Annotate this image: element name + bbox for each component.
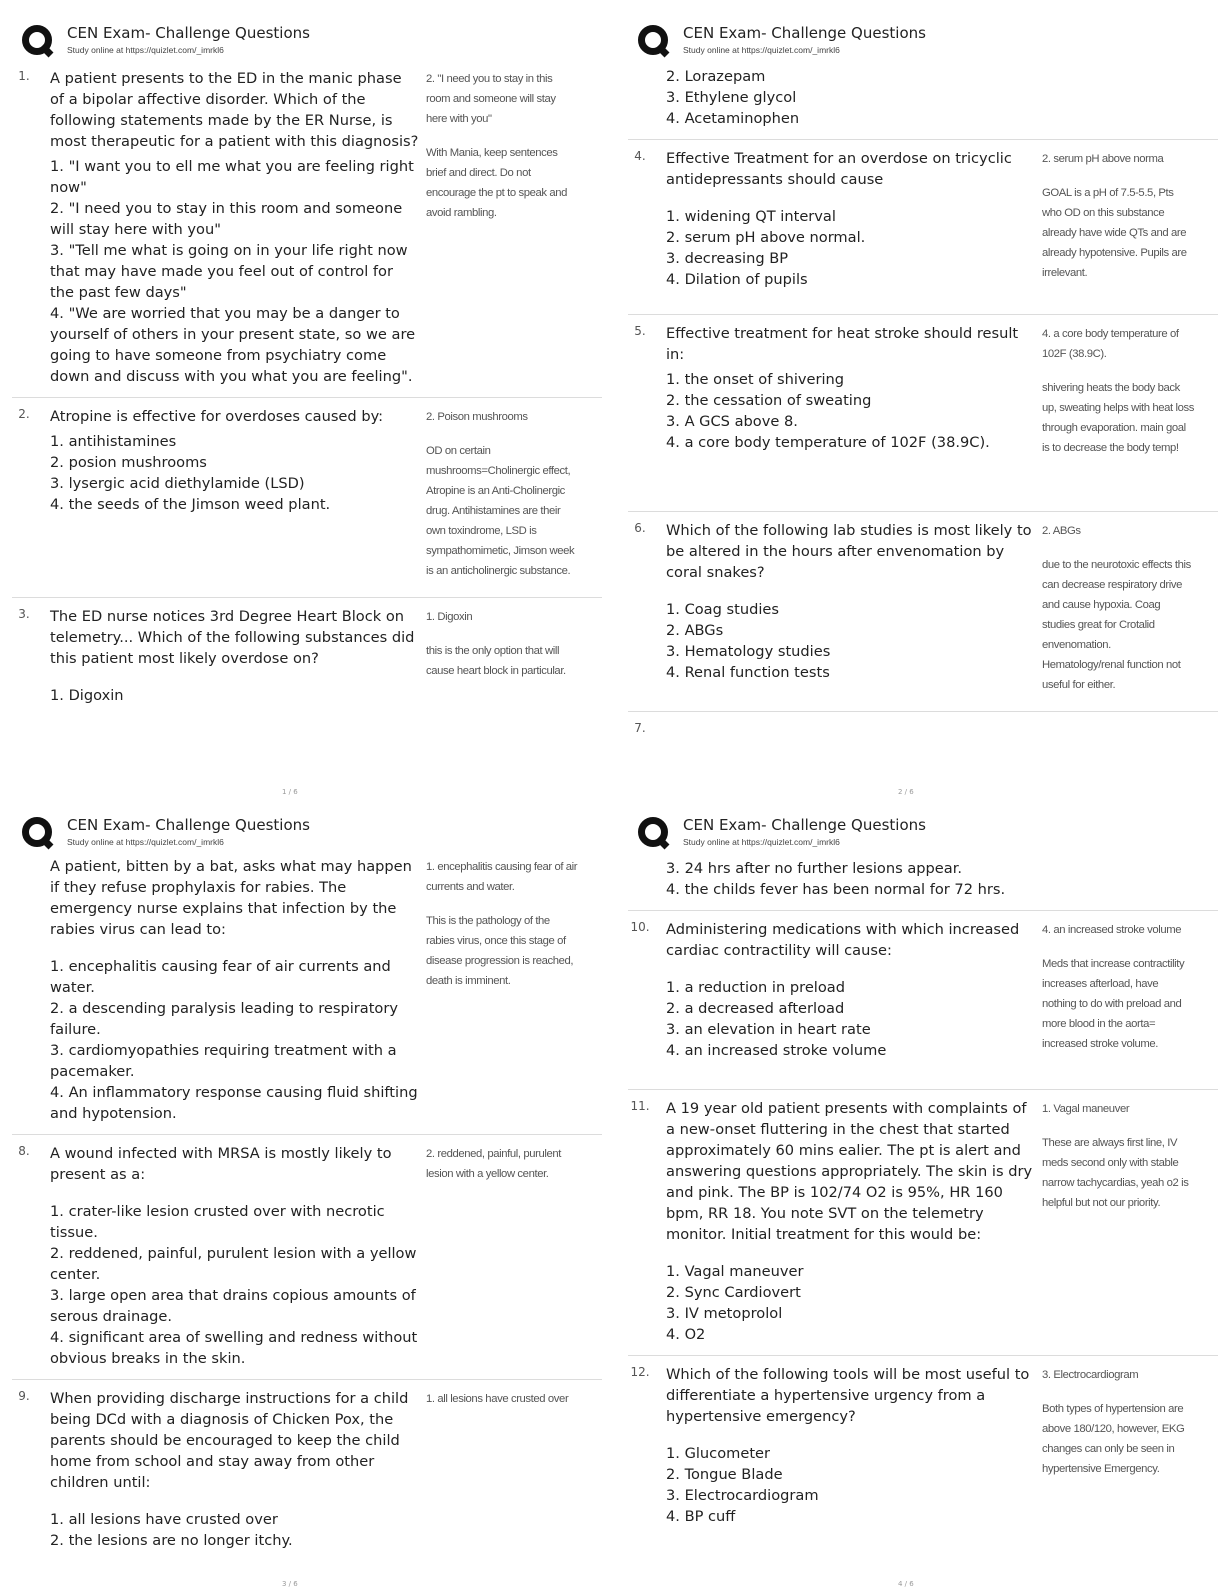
explanation: With Mania, keep sentences brief and direct. Do not encourage the pt to speak and avoid rambling. [426,147,568,219]
question-number: 10. [630,920,650,934]
option: 4. An inflammatory response causing fluid shifting and hypotension. [50,1084,418,1122]
answer: 2. "I need you to stay in this room and someone will stay here with you" [426,73,556,125]
question-text: Effective treatment for heat stroke should result in: [666,325,1019,363]
page-header [628,808,1218,852]
answer: 2. ABGs [1042,525,1081,537]
quizlet-logo-icon [20,816,54,850]
option: 3. large open area that drains copious amounts of serous drainage. [50,1287,416,1325]
option: 1. Vagal maneuver [666,1263,804,1280]
option: 2. serum pH above normal. [666,229,866,246]
page-number: 1 / 6 [282,788,298,796]
option: 3. decreasing BP [666,250,789,267]
question-card [12,852,602,1135]
page-3 [12,808,602,1588]
header-study-link[interactable]: Study online at https://quizlet.com/_imrkl6 [683,45,840,55]
question-card [628,512,1218,712]
question-card [12,598,602,716]
option: 4. Acetaminophen [666,110,800,127]
option: 2. "I need you to stay in this room and someone will stay here with you" [50,200,403,238]
option: 4. the childs fever has been normal for 72 hrs. [666,881,1006,898]
question-text: The ED nurse notices 3rd Degree Heart Block on telemetry... Which of the following substances did this patient most likely overdose on? [50,608,415,667]
option: 1. widening QT interval [666,208,836,225]
answer: 2. reddened, painful, purulent lesion with a yellow center. [426,1148,561,1180]
page-header [12,808,602,852]
question-card [12,60,602,398]
question-number: 3. [18,607,30,621]
question-number: 7. [634,721,646,735]
option: 1. encephalitis causing fear of air currents and water. [50,958,391,996]
question-text: A 19 year old patient presents with complaints of a new-onset fluttering in the chest that started approximately 60 mins ealier. The pt is alert and answering questions appropriately. The skin is dry and pink. The BP is 102/74 O2 is 95%, HR 160 bpm, RR 18. You note SVT on the telemetry monitor. Initial treatment for this would be: [666,1100,1033,1243]
option: 3. Hematology studies [666,643,831,660]
answer: 2. Poison mushrooms [426,411,528,423]
question-text: Which of the following tools will be most useful to differentiate a hypertensive urgency from a hypertensive emergency? [666,1366,1030,1425]
option: 3. an elevation in heart rate [666,1021,871,1038]
question-card [628,315,1218,512]
option: 4. Renal function tests [666,664,830,681]
answer: 1. all lesions have crusted over [426,1393,569,1405]
explanation: this is the only option that will cause heart block in particular. [426,645,566,677]
option: 4. "We are worried that you may be a danger to yourself of others in your present state, so we are going to have someone from psychiatry come down and discuss with you what you are feeling". [50,305,416,385]
page-header [12,16,602,60]
answer: 1. Digoxin [426,611,473,623]
option: 4. O2 [666,1326,706,1343]
page-number: 4 / 6 [898,1580,914,1588]
question-number: 1. [18,69,30,83]
option: 3. cardiomyopathies requiring treatment with a pacemaker. [50,1042,397,1080]
option: 2. reddened, painful, purulent lesion with a yellow center. [50,1245,417,1283]
option: 4. Dilation of pupils [666,271,808,288]
option: 3. A GCS above 8. [666,413,798,430]
option: 3. IV metoprolol [666,1305,783,1322]
question-card [628,140,1218,315]
header-title: CEN Exam- Challenge Questions [683,24,926,42]
header-study-link[interactable]: Study online at https://quizlet.com/_imrkl6 [67,837,224,847]
header-title: CEN Exam- Challenge Questions [67,816,310,834]
question-number: 6. [634,521,646,535]
explanation: Both types of hypertension are above 180/120, however, EKG changes can only be seen in hypertensive Emergency. [1042,1403,1185,1475]
explanation: due to the neurotoxic effects this can decrease respiratory drive and cause hypoxia. Coag studies great for Crotalid envenomation. Hematology/renal function not useful for either. [1042,559,1191,691]
option: 4. the seeds of the Jimson weed plant. [50,496,331,513]
option: 4. significant area of swelling and redness without obvious breaks in the skin. [50,1329,418,1367]
answer: 2. serum pH above norma [1042,153,1164,165]
question-text: Which of the following lab studies is most likely to be altered in the hours after envenomation by coral snakes? [666,522,1032,581]
option: 4. a core body temperature of 102F (38.9C). [666,434,990,451]
question-text: A wound infected with MRSA is mostly likely to present as a: [50,1145,392,1183]
question-text: A patient, bitten by a bat, asks what may happen if they refuse prophylaxis for rabies. The emergency nurse explains that infection by the rabies virus can lead to: [50,858,412,938]
answer: 4. an increased stroke volume [1042,924,1182,936]
explanation: These are always first line, IV meds second only with stable narrow tachycardias, yeah o2 is helpful but not our priority. [1042,1137,1189,1209]
option: 1. "I want you to ell me what you are feeling right now" [50,158,414,196]
question-card [628,911,1218,1090]
answer: 1. encephalitis causing fear of air currents and water. [426,861,578,893]
question-text: A patient presents to the ED in the manic phase of a bipolar affective disorder. Which of the following statements made by the ER Nurse, is most therapeutic for a patient with this diagnosis? [50,70,419,150]
question-number: 9. [18,1389,30,1403]
option: 1. Glucometer [666,1445,771,1462]
option: 1. antihistamines [50,433,177,450]
quizlet-logo-icon [20,24,54,58]
option: 3. lysergic acid diethylamide (LSD) [50,475,305,492]
question-continuation [628,852,1218,911]
header-study-link[interactable]: Study online at https://quizlet.com/_imrkl6 [683,837,840,847]
option: 2. the cessation of sweating [666,392,872,409]
option: 1. a reduction in preload [666,979,845,996]
header-study-link[interactable]: Study online at https://quizlet.com/_imrkl6 [67,45,224,55]
question-continuation [628,60,1218,140]
question-number: 11. [630,1099,650,1113]
question-number: 8. [18,1144,30,1158]
question-card [628,712,1218,744]
option: 1. the onset of shivering [666,371,845,388]
question-card [12,1135,602,1380]
option: 2. Tongue Blade [666,1466,783,1483]
option: 1. Digoxin [50,687,124,704]
question-number: 4. [634,149,646,163]
page-header [628,16,1218,60]
page-number: 2 / 6 [898,788,914,796]
question-number: 2. [18,407,30,421]
option: 2. a descending paralysis leading to respiratory failure. [50,1000,398,1038]
question-number: 5. [634,324,646,338]
question-card [12,1380,602,1561]
option: 1. Coag studies [666,601,780,618]
explanation: shivering heats the body back up, sweating helps with heat loss through evaporation. main goal is to decrease the body temp! [1042,382,1194,454]
question-card [12,398,602,598]
question-card [628,1356,1218,1537]
option: 4. an increased stroke volume [666,1042,887,1059]
option: 3. "Tell me what is going on in your life right now that may have made you feel out of control for the past few days" [50,242,408,301]
answer: 1. Vagal maneuver [1042,1103,1130,1115]
question-number: 12. [630,1365,650,1379]
option: 2. Lorazepam [666,68,766,85]
option: 3. 24 hrs after no further lesions appear. [666,860,963,877]
option: 1. crater-like lesion crusted over with necrotic tissue. [50,1203,385,1241]
quizlet-logo-icon [636,816,670,850]
question-text: Effective Treatment for an overdose on tricyclic antidepressants should cause [666,150,1012,188]
page-number: 3 / 6 [282,1580,298,1588]
page-1 [12,16,602,796]
quizlet-logo-icon [636,24,670,58]
option: 2. ABGs [666,622,724,639]
question-text: Administering medications with which increased cardiac contractility will cause: [666,921,1020,959]
option: 3. Electrocardiogram [666,1487,819,1504]
question-text: Atropine is effective for overdoses caused by: [50,408,384,425]
explanation: Meds that increase contractility increases afterload, have nothing to do with preload and more blood in the aorta= increased stroke volume. [1042,958,1185,1050]
header-title: CEN Exam- Challenge Questions [683,816,926,834]
option: 2. a decreased afterload [666,1000,845,1017]
page-4 [628,808,1218,1588]
option: 2. posion mushrooms [50,454,207,471]
option: 1. all lesions have crusted over [50,1511,278,1528]
answer: 4. a core body temperature of 102F (38.9C). [1042,328,1179,360]
page-2 [628,16,1218,796]
option: 2. Sync Cardiovert [666,1284,801,1301]
question-card [628,1090,1218,1356]
question-text: When providing discharge instructions for a child being DCd with a diagnosis of Chicken Pox, the parents should be encouraged to keep the child home from school and stay away from other children until: [50,1390,409,1491]
option: 3. Ethylene glycol [666,89,797,106]
header-title: CEN Exam- Challenge Questions [67,24,310,42]
answer: 3. Electrocardiogram [1042,1369,1139,1381]
explanation: GOAL is a pH of 7.5-5.5, Pts who OD on this substance already have wide QTs and are already hypotensive. Pupils are irrelevant. [1042,187,1187,279]
explanation: This is the pathology of the rabies virus, once this stage of disease progression is reached, death is imminent. [426,915,574,987]
option: 4. BP cuff [666,1508,736,1525]
option: 2. the lesions are no longer itchy. [50,1532,293,1549]
explanation: OD on certain mushrooms=Cholinergic effect, Atropine is an Anti-Cholinergic drug. Antihistamines are their own toxindrome, LSD is sympathomimetic, Jimson week is an anticholinergic substance. [426,445,575,577]
